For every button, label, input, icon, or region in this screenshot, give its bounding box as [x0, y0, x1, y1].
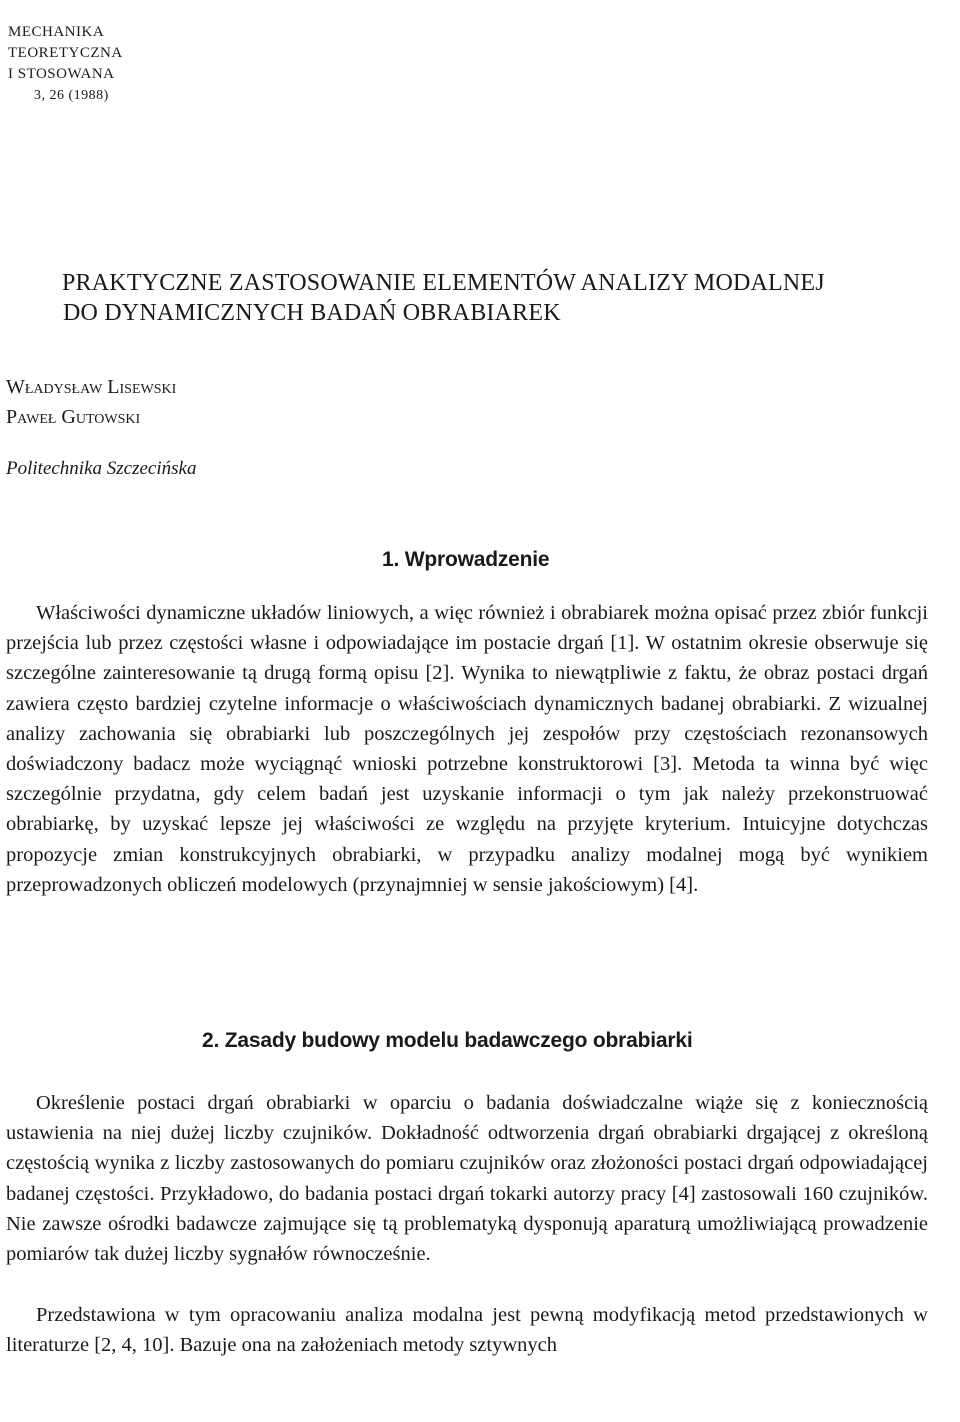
author-name: Władysław Lisewski: [6, 376, 177, 398]
author-name: Paweł Gutowski: [6, 406, 141, 428]
paper-title-line2: DO DYNAMICZNYCH BADAŃ OBRABIAREK: [63, 300, 561, 326]
author-list: [6, 372, 176, 432]
journal-header: [8, 22, 123, 106]
paper-title: [62, 268, 922, 328]
journal-name-line2: TEORETYCZNA: [8, 45, 123, 61]
body-paragraph: Właściwości dynamiczne układów liniowych, a więc również i obrabiarek można opisać przez zbiór funkcji przejścia lub przez częstości własne i odpowiadające im postacie drgań [1]. W ostatnim okresie obserwuje się szczególne zainteresowanie tą drugą formą opisu [2]. Wynika to niewątpliwie z faktu, że obraz postaci drgań zawiera często bardziej czytelne informacje o właściwościach dynamicznych badanej obrabiarki. Z wizualnej analizy zachowania się obrabiarki lub poszczególnych jej zespołów przy częstościach rezonansowych doświadczony badacz może wyciągnąć wnioski potrzebne konstruktorowi [3]. Metoda ta winna być więc szczególnie przydatna, gdy celem badań jest uzyskanie informacji o tym jak należy przekonstruować obrabiarkę, by uzyskać lepsze jej właściwości ze względu na przyjęte kryterium. Intuicyjne dotychczas propozycje zmian konstrukcyjnych obrabiarki, w przypadku analizy modalnej mogą być wynikiem przeprowadzonych obliczeń modelowych (przynajmniej w sensie jakościowym) [4].: [6, 602, 928, 896]
journal-name-line3: I STOSOWANA: [8, 66, 115, 82]
body-paragraph: Przedstawiona w tym opracowaniu analiza modalna jest pewną modyfikacją metod przedstawionych w literaturze [2, 4, 10]. Bazuje ona na założeniach metody sztywnych: [6, 1304, 928, 1357]
section-heading-introduction: 1. Wprowadzenie: [382, 548, 550, 571]
author-affiliation: Politechnika Szczecińska: [6, 458, 197, 479]
paper-title-line1: PRAKTYCZNE ZASTOSOWANIE ELEMENTÓW ANALIZY MODALNEJ: [62, 270, 825, 296]
section-heading-model: 2. Zasady budowy modelu badawczego obrabiarki: [202, 1029, 693, 1052]
journal-issue: 3, 26 (1988): [34, 88, 109, 103]
body-paragraph: Określenie postaci drgań obrabiarki w oparciu o badania doświadczalne wiąże się z koniecznością ustawienia na niej dużej liczby czujników. Dokładność odtworzenia drgań obrabiarki drgającej z określoną częstością wynika z liczby zastosowanych do pomiaru czujników oraz złożoności postaci drgań odpowiadającej badanej częstości. Przykładowo, do badania postaci drgań tokarki autorzy pracy [4] zastosowali 160 czujników. Nie zawsze ośrodki badawcze zajmujące się tą problematyką dysponują aparaturą umożliwiającą prowadzenie pomiarów tak dużej liczby sygnałów równocześnie.: [6, 1092, 928, 1266]
journal-name-line1: MECHANIKA: [8, 24, 105, 40]
